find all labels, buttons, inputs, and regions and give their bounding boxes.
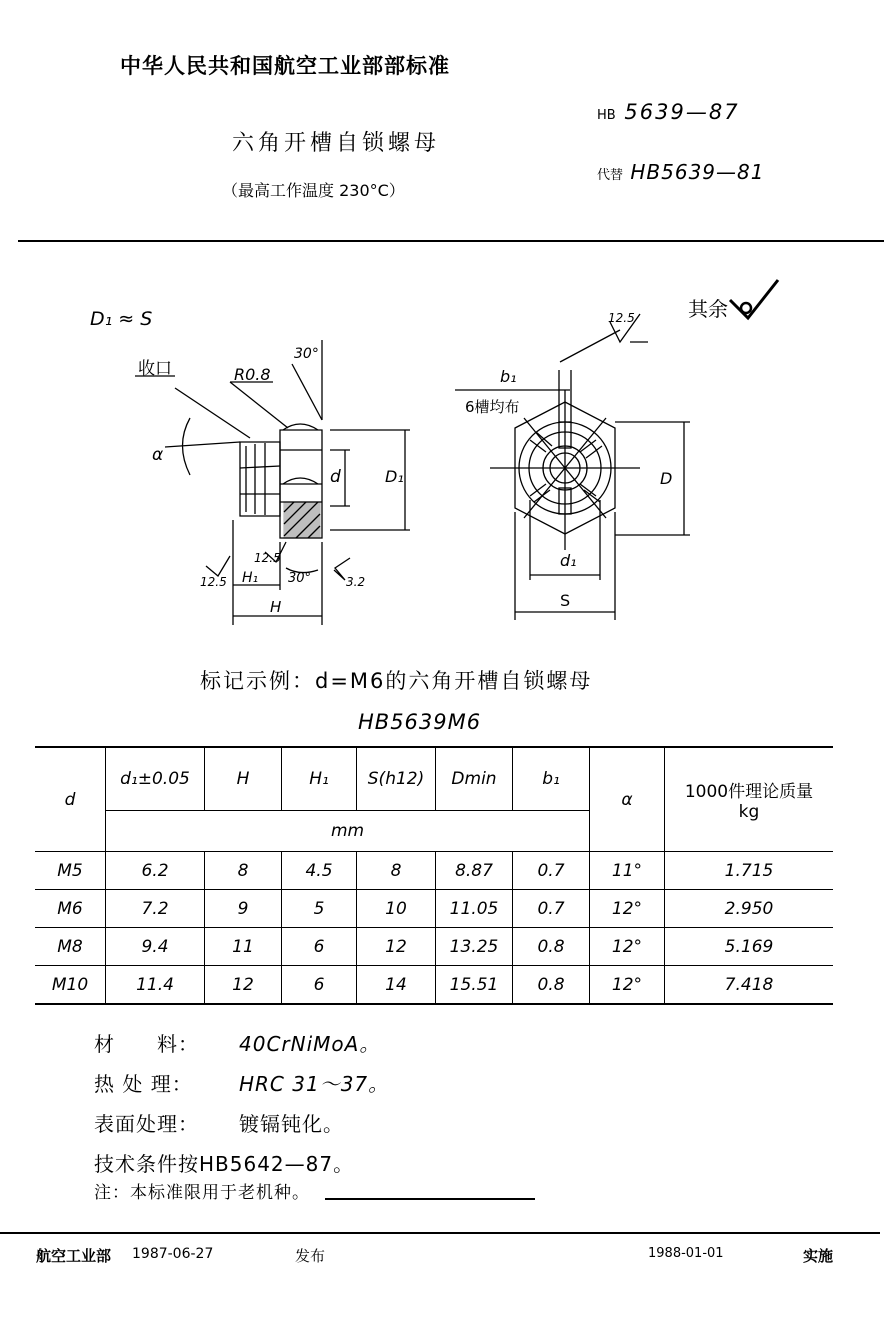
table-header-row <box>35 747 833 811</box>
standard-number-value: 5639—87 <box>624 100 740 124</box>
cell: M10 <box>35 966 106 1005</box>
H-label: H <box>270 598 282 616</box>
col-Dmin: Dmin <box>436 747 513 811</box>
heat-label: 热 处 理： <box>94 1072 193 1096</box>
cell: 12° <box>590 966 665 1005</box>
cell: 12° <box>590 890 665 928</box>
cell: 2.950 <box>665 890 834 928</box>
cell: M6 <box>35 890 106 928</box>
cell: 8.87 <box>436 852 513 890</box>
footer-issuer: 航空工业部 <box>36 1247 112 1265</box>
r08-label: R0.8 <box>234 365 271 384</box>
note-surface-treatment <box>94 1108 344 1137</box>
col-alpha: α <box>590 747 665 852</box>
replaces-prefix: 代替 <box>597 168 624 183</box>
technical-drawing <box>0 250 885 650</box>
rest-roughness-label: 其余 <box>688 297 728 321</box>
col-d: d <box>35 747 106 852</box>
angle-30-label: 30° <box>294 346 319 362</box>
remark-underline <box>325 1198 535 1200</box>
surface-label: 表面处理： <box>94 1112 199 1136</box>
cell: 5 <box>282 890 357 928</box>
cell: M8 <box>35 928 106 966</box>
alpha-label: α <box>152 445 164 465</box>
footer-implementation-date: 1988-01-01 <box>648 1246 724 1261</box>
angle-30b-label: 30° <box>288 571 312 586</box>
replaces-number: HB5639—81 <box>630 160 765 184</box>
cell: 15.51 <box>436 966 513 1005</box>
footer-implementation-word: 实施 <box>803 1247 834 1265</box>
col-S: S(h12) <box>357 747 436 811</box>
dimension-table <box>35 746 833 1005</box>
cell: 6.2 <box>106 852 205 890</box>
standard-prefix: HB <box>597 108 616 123</box>
b1-label: b₁ <box>500 367 517 386</box>
roughness-12-5-a: 12.5 <box>200 575 227 589</box>
D-label: D <box>660 469 673 488</box>
cell: 8 <box>357 852 436 890</box>
cell: 12 <box>357 928 436 966</box>
cell: 0.8 <box>513 928 590 966</box>
cell: 11.4 <box>106 966 205 1005</box>
shoukou-leader <box>175 388 250 438</box>
cell: 7.2 <box>106 890 205 928</box>
cell: 9.4 <box>106 928 205 966</box>
surface-value: 镀镉钝化。 <box>239 1112 344 1136</box>
table-row <box>35 928 833 966</box>
note-technical-conditions: 技术条件按HB5642—87。 <box>94 1152 355 1176</box>
cell: 10 <box>357 890 436 928</box>
r08-leader <box>230 382 288 428</box>
table-row <box>35 966 833 1005</box>
col-H: H <box>205 747 282 811</box>
marking-example: 标记示例：d=M6的六角开槽自锁螺母 <box>200 669 593 693</box>
cell: 0.7 <box>513 890 590 928</box>
table-row <box>35 890 833 928</box>
col-d1: d₁±0.05 <box>106 747 205 811</box>
col-b1: b₁ <box>513 747 590 811</box>
replaces-standard <box>597 160 764 184</box>
material-value: 40CrNiMoA。 <box>239 1032 381 1056</box>
d-label: d <box>330 467 341 487</box>
cell: 13.25 <box>436 928 513 966</box>
heat-value: HRC 31～37。 <box>239 1072 390 1096</box>
cell: 0.7 <box>513 852 590 890</box>
material-label: 材 料： <box>94 1032 199 1056</box>
marking-example-code: HB5639M6 <box>358 710 482 734</box>
footer-rule <box>0 1232 880 1234</box>
roughness-3-2: 3.2 <box>346 575 366 589</box>
note-material <box>94 1028 380 1057</box>
cell: 11° <box>590 852 665 890</box>
cell: 12 <box>205 966 282 1005</box>
cell: 0.8 <box>513 966 590 1005</box>
note-heat-treatment <box>94 1068 389 1097</box>
footer-issue-word: 发布 <box>295 1247 326 1265</box>
cell: 12° <box>590 928 665 966</box>
S-label: S <box>560 591 571 610</box>
cell: 7.418 <box>665 966 834 1005</box>
footer-issue-date: 1987-06-27 <box>132 1246 214 1262</box>
issuing-organization: 中华人民共和国航空工业部部标准 <box>120 54 450 78</box>
H1-label: H₁ <box>242 570 259 586</box>
D1-label: D₁ <box>385 467 404 486</box>
col-H1: H₁ <box>282 747 357 811</box>
cell: 11 <box>205 928 282 966</box>
table-row <box>35 852 833 890</box>
header-rule <box>18 240 884 242</box>
cell: 14 <box>357 966 436 1005</box>
cell: 6 <box>282 966 357 1005</box>
cell: M5 <box>35 852 106 890</box>
alpha-arc <box>183 418 191 475</box>
cell: 4.5 <box>282 852 357 890</box>
col-mass: 1000件理论质量 kg <box>665 747 834 852</box>
roughness-12-5-b: 12.5 <box>254 551 281 565</box>
cell: 6 <box>282 928 357 966</box>
cell: 8 <box>205 852 282 890</box>
cell: 11.05 <box>436 890 513 928</box>
cell: 5.169 <box>665 928 834 966</box>
note-remark: 注：本标准限用于老机种。 <box>94 1183 310 1203</box>
slots-label: 6槽均布 <box>465 398 520 416</box>
cell: 9 <box>205 890 282 928</box>
document-title: 六角开槽自锁螺母 <box>232 131 441 156</box>
roughness-12-5-c: 12.5 <box>608 311 635 325</box>
cell: 1.715 <box>665 852 834 890</box>
standard-number <box>597 100 740 124</box>
shoukou-label: 收口 <box>138 359 172 379</box>
d1-label: d₁ <box>560 551 577 570</box>
document-subtitle: （最高工作温度 230°C） <box>222 181 405 200</box>
unit-cell: mm <box>106 811 590 852</box>
d1-approx-s: D₁ ≈ S <box>90 308 153 330</box>
